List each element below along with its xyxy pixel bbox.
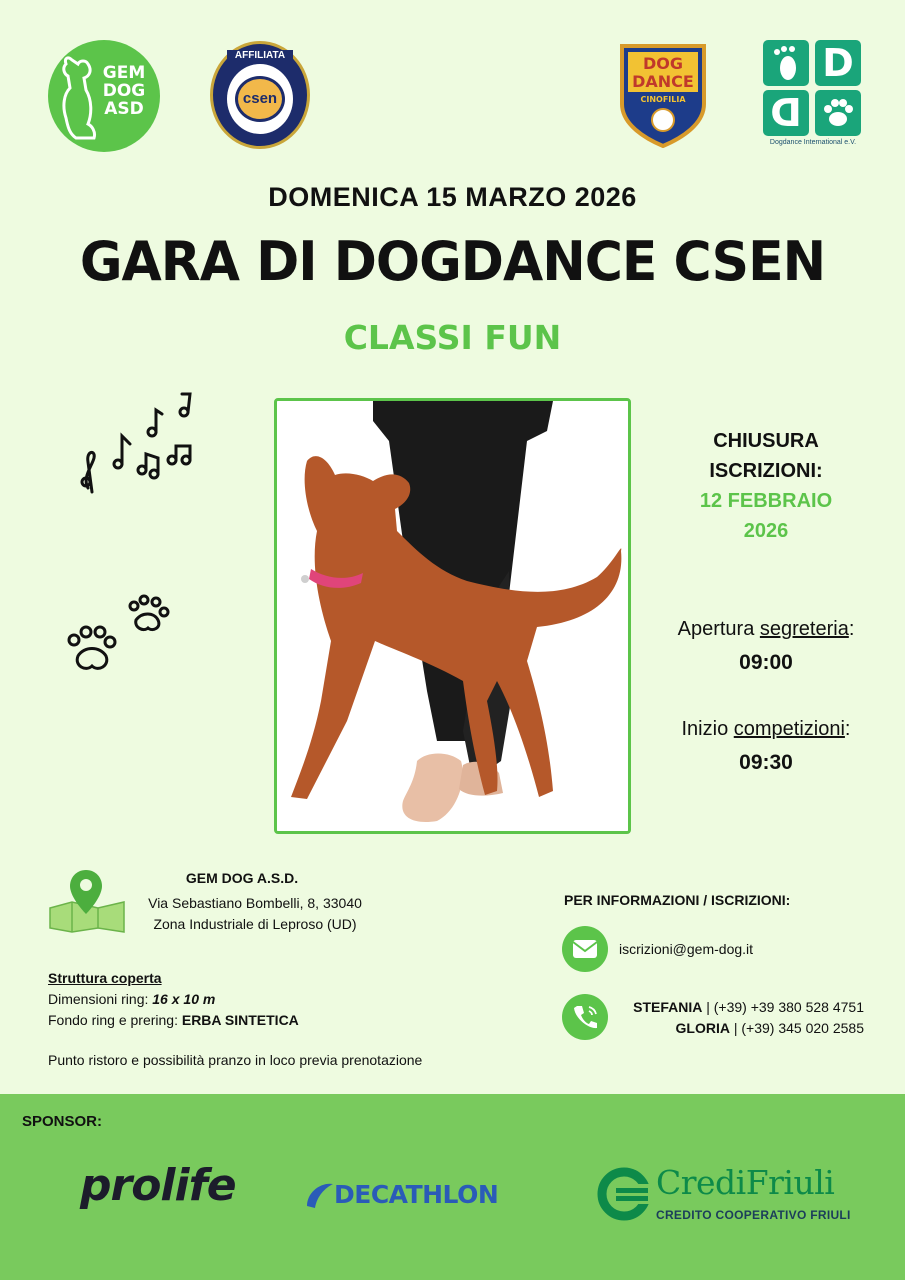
paw-tile (815, 90, 861, 136)
contact-name-2: GLORIA (675, 1020, 730, 1036)
sponsor-credifriuli-logo: CrediFriuli (656, 1163, 835, 1202)
contact-email[interactable]: iscrizioni@gem-dog.it (619, 941, 754, 957)
decathlon-swoosh-icon (305, 1180, 335, 1210)
office-prefix: Apertura (677, 618, 760, 640)
phone-contacts (600, 997, 864, 1039)
contact-phone-1[interactable]: | (+39) +39 380 528 4751 (702, 999, 864, 1015)
facility-ring-row (48, 989, 508, 1010)
csen-core-label: csen (235, 76, 285, 122)
office-opening-label (650, 618, 882, 641)
contact-row-2 (600, 1018, 864, 1039)
office-word: segreteria (759, 618, 849, 640)
footprint-tile (763, 40, 809, 86)
gem-logo-line3: ASD (104, 99, 144, 119)
ddi-tile-d2: D (763, 90, 809, 136)
gem-dog-logo (48, 40, 160, 152)
paw-prints-icon (64, 592, 174, 676)
ddi-tile-d1: D (815, 40, 861, 86)
dogdance-line2: DANCE (632, 72, 694, 91)
csen-affiliata-label: AFFILIATA (227, 50, 293, 61)
event-date: DOMENICA 15 MARZO 2026 (268, 182, 637, 212)
footprint-icon (763, 40, 809, 86)
contact-row-1 (600, 997, 864, 1018)
dogdance-line1: DOG (642, 54, 684, 73)
office-opening-time: 09:00 (739, 651, 793, 674)
closing-label-line2: ISCRIZIONI: (709, 460, 823, 482)
ring-label: Dimensioni ring: (48, 991, 153, 1007)
facility-heading: Struttura coperta (48, 970, 162, 986)
venue-name: GEM DOG A.S.D. (185, 870, 299, 886)
venue-address-line1: Via Sebastiano Bombelli, 8, 33040 (148, 895, 362, 911)
dogdance-international-logo (763, 40, 863, 155)
floor-label: Fondo ring e prering: (48, 1012, 182, 1028)
facility-floor-row (48, 1010, 508, 1031)
ring-value: 16 x 10 m (152, 991, 216, 1007)
competition-start-time: 09:30 (739, 751, 793, 774)
contact-heading: PER INFORMAZIONI / ISCRIZIONI: (564, 892, 791, 908)
floor-value: ERBA SINTETICA (181, 1012, 299, 1028)
map-pin-icon (48, 868, 126, 934)
credifriuli-emblem-icon (596, 1166, 652, 1222)
venue-address (130, 893, 380, 935)
csen-logo (210, 41, 310, 149)
start-prefix: Inizio (681, 718, 734, 740)
gem-logo-line2: DOG (102, 81, 146, 101)
dogdance-line3: CINOFILIA (640, 95, 686, 104)
food-note: Punto ristoro e possibilità pranzo in loco previa prenotazione (48, 1052, 423, 1068)
dogdance-shield-icon (618, 42, 708, 148)
sponsor-decathlon-logo: DECATHLON (334, 1180, 499, 1209)
registration-closing (650, 426, 882, 546)
paw-icon (815, 90, 861, 136)
venue-address-line2: Zona Industriale di Leproso (UD) (153, 916, 357, 932)
sponsor-credifriuli-subtitle: CREDITO COOPERATIVO FRIULI (656, 1208, 851, 1222)
sponsor-label: SPONSOR: (22, 1113, 103, 1130)
sponsor-prolife-logo: prolife (80, 1160, 236, 1211)
music-notes-icon (78, 388, 198, 498)
closing-date-line2: 2026 (743, 520, 789, 542)
closing-date-line1: 12 FEBBRAIO (699, 490, 833, 512)
start-suffix: : (844, 718, 851, 740)
event-title: GARA DI DOGDANCE CSEN (79, 230, 826, 294)
office-suffix: : (848, 618, 855, 640)
dog-dance-cinofilia-logo (618, 42, 708, 148)
dog-dance-photo (274, 398, 631, 834)
ddi-caption: Dogdance International e.V. (769, 139, 857, 146)
email-icon (562, 926, 608, 972)
start-word: competizioni (733, 718, 845, 740)
event-subtitle: CLASSI FUN (343, 318, 562, 357)
competition-start-label (650, 718, 882, 741)
contact-name-1: STEFANIA (633, 999, 703, 1015)
gem-logo-line1: GEM (102, 63, 146, 83)
csen-inner-ring (227, 64, 293, 134)
dog-and-handler-illustration (277, 401, 628, 831)
contact-phone-2[interactable]: | (+39) 345 020 2585 (729, 1020, 864, 1036)
facility-details (48, 968, 508, 1031)
closing-label-line1: CHIUSURA (713, 430, 819, 452)
